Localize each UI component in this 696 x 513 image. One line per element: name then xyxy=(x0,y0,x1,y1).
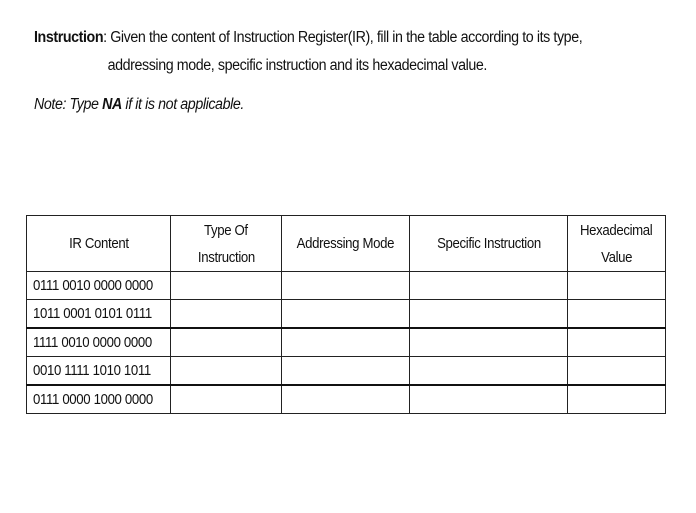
instruction-label: Instruction xyxy=(34,29,104,46)
ir-content-cell: 0111 0000 1000 0000 xyxy=(27,385,171,414)
instruction-text-line-2: addressing mode, specific instruction and its hexadecimal value. xyxy=(107,57,487,74)
table-row xyxy=(27,385,666,414)
specific-instruction-cell[interactable] xyxy=(410,357,568,386)
specific-instruction-cell[interactable] xyxy=(410,328,568,357)
header-addressing-mode xyxy=(282,216,410,272)
specific-instruction-cell[interactable] xyxy=(410,385,568,414)
type-cell[interactable] xyxy=(171,300,282,329)
header-hex-line-1: Hexadecimal xyxy=(580,221,653,239)
instruction-text-line-1: : Given the content of Instruction Register(IR), fill in the table according to its type, xyxy=(103,29,583,46)
addressing-mode-cell[interactable] xyxy=(282,272,410,300)
header-type-line-1: Type Of xyxy=(204,221,248,239)
note-keyword: NA xyxy=(102,96,122,113)
addressing-mode-cell[interactable] xyxy=(282,328,410,357)
hex-value-cell[interactable] xyxy=(568,328,666,357)
header-specific-instruction xyxy=(410,216,568,272)
table-row xyxy=(27,357,666,386)
ir-content-cell: 0010 1111 1010 1011 xyxy=(27,357,171,386)
note-suffix: if it is not applicable. xyxy=(121,96,244,113)
table-row xyxy=(27,328,666,357)
type-cell[interactable] xyxy=(171,357,282,386)
header-ir-content-label: IR Content xyxy=(68,235,129,252)
header-hex-line-2: Value xyxy=(600,248,633,266)
addressing-mode-cell[interactable] xyxy=(282,357,410,386)
table-row xyxy=(27,300,666,329)
addressing-mode-cell[interactable] xyxy=(282,300,410,329)
instruction-line-1 xyxy=(34,24,623,52)
hex-value-cell[interactable] xyxy=(568,272,666,300)
header-ir-content xyxy=(27,216,171,272)
table-row xyxy=(27,272,666,300)
header-type-line-2: Instruction xyxy=(197,248,255,266)
header-hexadecimal-value xyxy=(568,216,666,272)
ir-table xyxy=(26,215,666,414)
hex-value-cell[interactable] xyxy=(568,385,666,414)
ir-content-cell: 1111 0010 0000 0000 xyxy=(27,328,171,357)
ir-content-cell: 1011 0001 0101 0111 xyxy=(27,300,171,329)
type-cell[interactable] xyxy=(171,385,282,414)
hex-value-cell[interactable] xyxy=(568,357,666,386)
note-prefix: Note: Type xyxy=(34,96,103,113)
ir-content-cell: 0111 0010 0000 0000 xyxy=(27,272,171,300)
table-header-row xyxy=(27,216,666,272)
header-type-of-instruction xyxy=(171,216,282,272)
note-text xyxy=(34,96,244,114)
specific-instruction-cell[interactable] xyxy=(410,300,568,329)
header-specific-instruction-label: Specific Instruction xyxy=(436,235,541,252)
specific-instruction-cell[interactable] xyxy=(410,272,568,300)
addressing-mode-cell[interactable] xyxy=(282,385,410,414)
header-addressing-mode-label: Addressing Mode xyxy=(296,235,395,252)
instruction-text xyxy=(34,24,623,80)
type-cell[interactable] xyxy=(171,272,282,300)
type-cell[interactable] xyxy=(171,328,282,357)
hex-value-cell[interactable] xyxy=(568,300,666,329)
